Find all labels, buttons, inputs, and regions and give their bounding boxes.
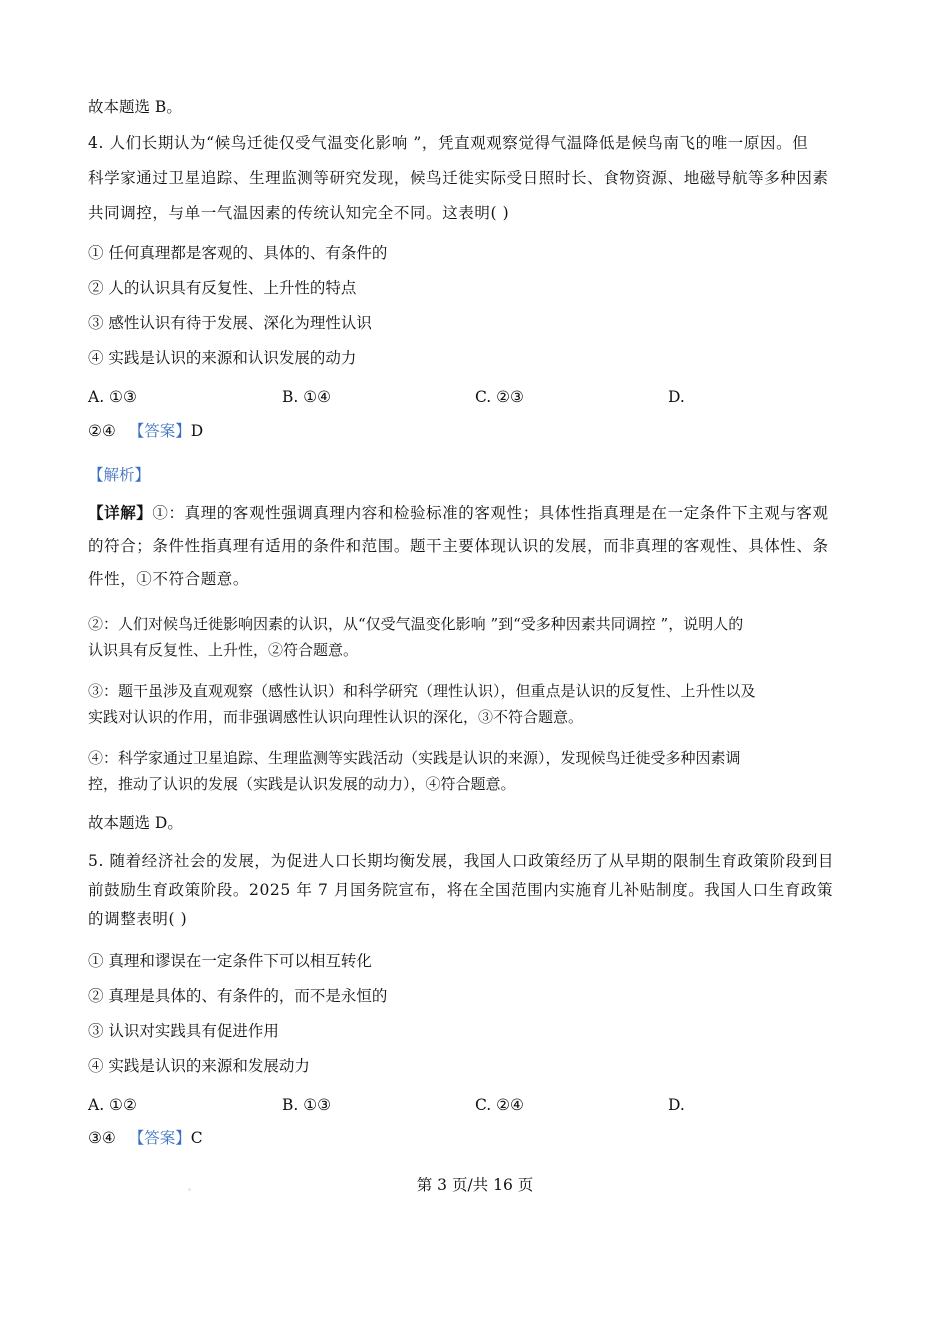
- page-footer: 第 3 页/共 16 页: [416, 1176, 534, 1194]
- q4-item: ④ 实践是认识的来源和认识发展的动力: [88, 349, 357, 367]
- q5-stem-line: 5. 随着经济社会的发展，为促进人口长期均衡发展，我国人口政策经历了从早期的限制生育政策阶段到目: [88, 852, 835, 870]
- q4-analysis-line: 控，推动了认识的发展（实践是认识发展的动力），④符合题意。: [88, 775, 516, 793]
- q4-answer-tag: 【答案】: [128, 422, 191, 440]
- q4-conclusion: 故本题选 D。: [88, 814, 183, 832]
- q4-item: ③ 感性认识有待于发展、深化为理性认识: [88, 314, 372, 332]
- q5-item: ① 真理和谬误在一定条件下可以相互转化: [88, 952, 372, 970]
- q4-stem-line: 共同调控，与单一气温因素的传统认知完全不同。这表明( ): [88, 204, 510, 222]
- q5-item: ② 真理是具体的、有条件的，而不是永恒的: [88, 987, 388, 1005]
- q4-detail-line: 的符合；条件性指真理有适用的条件和范围。题干主要体现认识的发展，而非真理的客观性、具体性、条: [88, 537, 829, 555]
- q4-detail-text: ①：真理的客观性强调真理内容和检验标准的客观性；具体性指真理是在一定条件下主观与客观: [152, 504, 829, 522]
- q5-option-c: C. ②④: [475, 1096, 524, 1114]
- q4-item: ② 人的认识具有反复性、上升性的特点: [88, 279, 357, 297]
- q5-answer: C: [190, 1129, 203, 1147]
- q4-option-c: C. ②③: [475, 388, 524, 406]
- q4-stem-line: 科学家通过卫星追踪、生理监测等研究发现，候鸟迁徙实际受日照时长、食物资源、地磁导航等多种因素: [88, 169, 829, 187]
- q5-item: ③ 认识对实践具有促进作用: [88, 1022, 279, 1040]
- q4-option-b: B. ①④: [282, 388, 332, 406]
- q4-detail-tag: 【详解】: [88, 503, 153, 522]
- q5-option-b: B. ①③: [282, 1096, 332, 1114]
- q4-answer: D: [190, 422, 204, 440]
- footer-dot: 。: [188, 1183, 196, 1192]
- q4-stem-line: 4. 人们长期认为“候鸟迁徙仅受气温变化影响 ”，凭直观观察觉得气温降低是候鸟南飞的唯一原因。但: [88, 134, 809, 152]
- q5-answer-line: [88, 1127, 203, 1149]
- q5-item: ④ 实践是认识的来源和发展动力: [88, 1057, 310, 1075]
- q4-answer-line: [88, 420, 203, 442]
- prev-conclusion: 故本题选 B。: [88, 98, 182, 116]
- q5-option-d: D.: [668, 1096, 685, 1114]
- q4-analysis-line: ④：科学家通过卫星追踪、生理监测等实践活动（实践是认识的来源），发现候鸟迁徙受多种因素调: [88, 749, 741, 767]
- q4-analysis-line: 认识具有反复性、上升性，②符合题意。: [88, 641, 359, 659]
- q4-detail-line: [88, 502, 829, 524]
- q5-answer-tag: 【答案】: [128, 1129, 191, 1147]
- q4-option-d: D.: [668, 388, 685, 406]
- q4-analysis-line: 实践对认识的作用，而非强调感性认识向理性认识的深化，③不符合题意。: [88, 708, 584, 726]
- q4-analysis-line: ③：题干虽涉及直观观察（感性认识）和科学研究（理性认识），但重点是认识的反复性、上升性以及: [88, 682, 756, 700]
- q4-analysis-tag: 【解析】: [88, 466, 151, 484]
- q5-stem-line: 前鼓励生育政策阶段。2025 年 7 月国务院宣布，将在全国范围内实施育儿补贴制度。我国人口生育政策: [88, 881, 834, 899]
- q4-analysis-line: ②：人们对候鸟迁徙影响因素的认识，从“仅受气温变化影响 ”到“受多种因素共同调控 ”，说明人的: [88, 615, 744, 633]
- q4-item: ① 任何真理都是客观的、具体的、有条件的: [88, 244, 388, 262]
- q5-option-a: A. ①②: [88, 1096, 137, 1114]
- q4-detail-line: 件性，①不符合题意。: [88, 570, 250, 588]
- q5-option-d-cont: ③④: [88, 1129, 116, 1147]
- q4-option-d-cont: ②④: [88, 422, 116, 440]
- q4-option-a: A. ①③: [88, 388, 137, 406]
- q5-stem-line: 的调整表明( ): [88, 910, 188, 928]
